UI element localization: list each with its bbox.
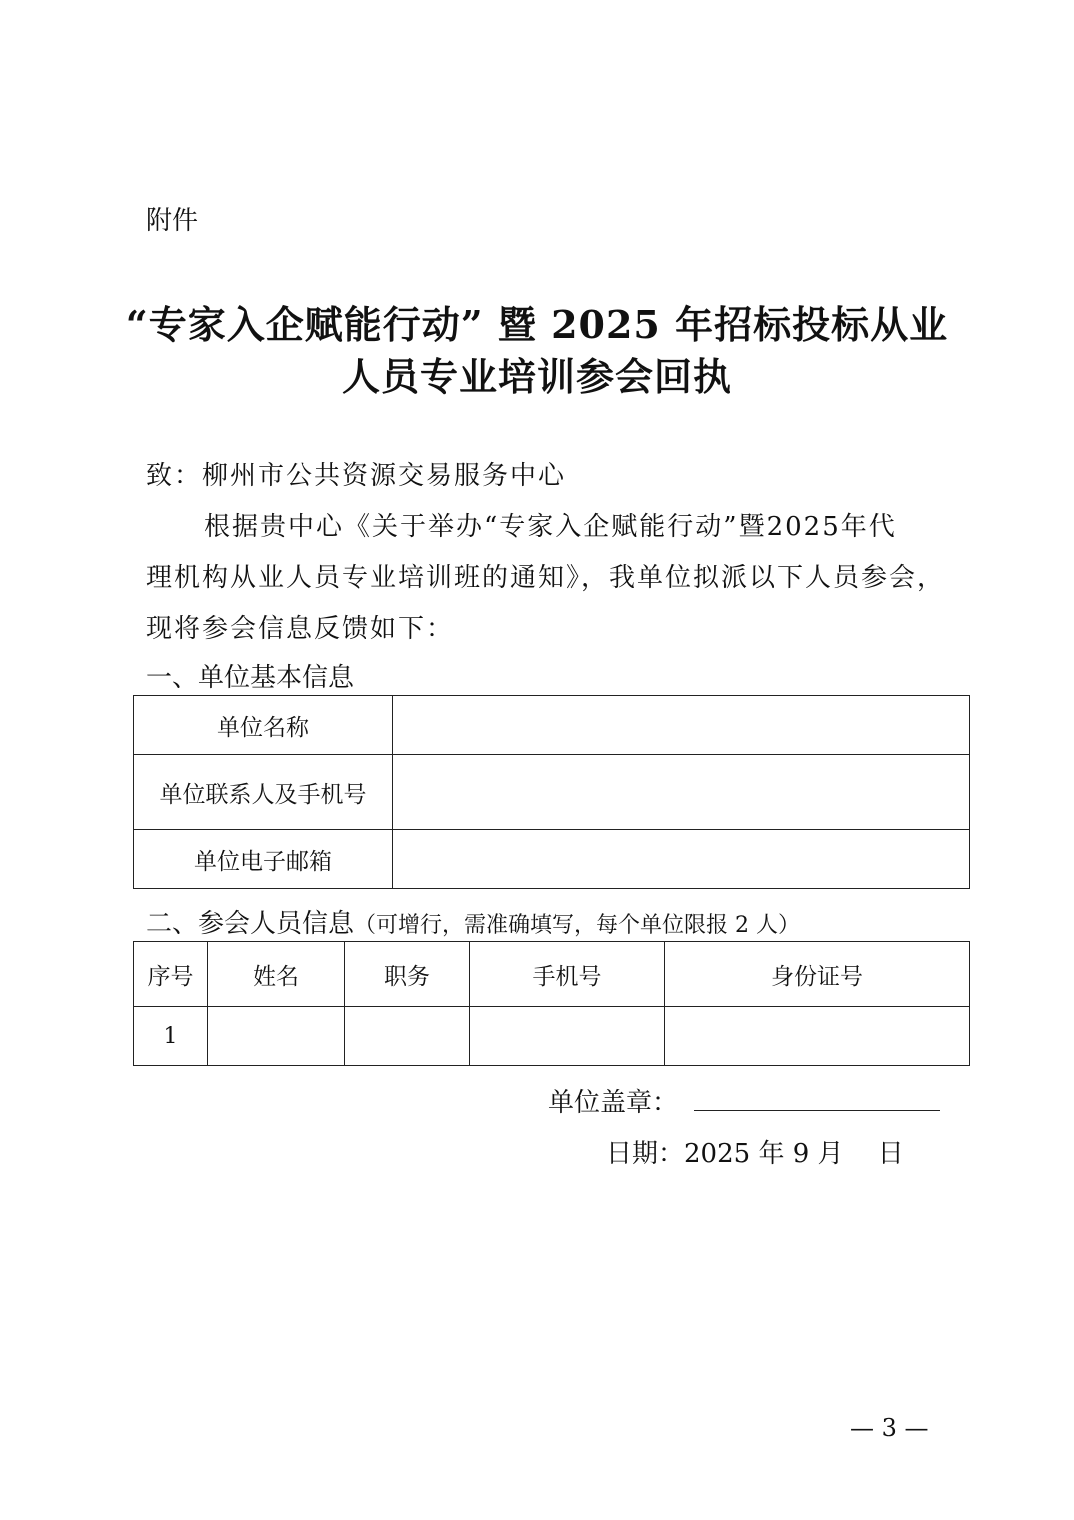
column-header-phone: 手机号 xyxy=(470,942,665,1007)
section2-heading xyxy=(146,903,800,940)
attendee-phone-field[interactable] xyxy=(470,1007,665,1066)
table-row xyxy=(134,755,970,830)
seal-label: 单位盖章： xyxy=(548,1088,679,1118)
date-line xyxy=(606,1133,904,1170)
attendee-table xyxy=(133,941,970,1066)
unit-email-label: 单位电子邮箱 xyxy=(134,830,393,889)
date-value: 2025 年 9 月 日 xyxy=(684,1139,904,1169)
unit-info-table xyxy=(133,695,970,889)
unit-contact-label: 单位联系人及手机号 xyxy=(134,755,393,830)
body-paragraph-line1: 根据贵中心《关于举办“专家入企赋能行动”暨2025年代 xyxy=(204,512,897,542)
attendee-id-field[interactable] xyxy=(665,1007,970,1066)
row-number: 1 xyxy=(134,1007,208,1066)
section1-heading: 一、单位基本信息 xyxy=(146,663,355,693)
unit-name-label: 单位名称 xyxy=(134,696,393,755)
body-paragraph-line2: 理机构从业人员专业培训班的通知》，我单位拟派以下人员参会， xyxy=(146,563,946,593)
section2-heading-text: 二、参会人员信息 xyxy=(146,909,355,939)
unit-name-field[interactable] xyxy=(393,696,970,755)
unit-email-field[interactable] xyxy=(393,830,970,889)
document-title-line2: 人员专业培训参会回执 xyxy=(341,354,732,399)
table-row xyxy=(134,830,970,889)
column-header-name: 姓名 xyxy=(208,942,345,1007)
table-row xyxy=(134,696,970,755)
column-header-no: 序号 xyxy=(134,942,208,1007)
document-title-line1: “专家入企赋能行动” 暨 2025 年招标投标从业 xyxy=(125,302,949,347)
attendee-position-field[interactable] xyxy=(345,1007,470,1066)
addressee-line: 致：柳州市公共资源交易服务中心 xyxy=(146,461,567,491)
page-number: — 3 — xyxy=(850,1414,929,1442)
seal-underline[interactable] xyxy=(694,1110,940,1111)
table-row xyxy=(134,1007,970,1066)
table-header-row xyxy=(134,942,970,1007)
attachment-label: 附件 xyxy=(146,206,199,236)
section2-note: （可增行，需准确填写，每个单位限报 2 人） xyxy=(354,913,801,938)
unit-contact-field[interactable] xyxy=(393,755,970,830)
date-label: 日期： xyxy=(606,1139,685,1169)
body-paragraph-line3: 现将参会信息反馈如下： xyxy=(146,614,455,644)
column-header-position: 职务 xyxy=(345,942,470,1007)
attendee-name-field[interactable] xyxy=(208,1007,345,1066)
column-header-id: 身份证号 xyxy=(665,942,970,1007)
